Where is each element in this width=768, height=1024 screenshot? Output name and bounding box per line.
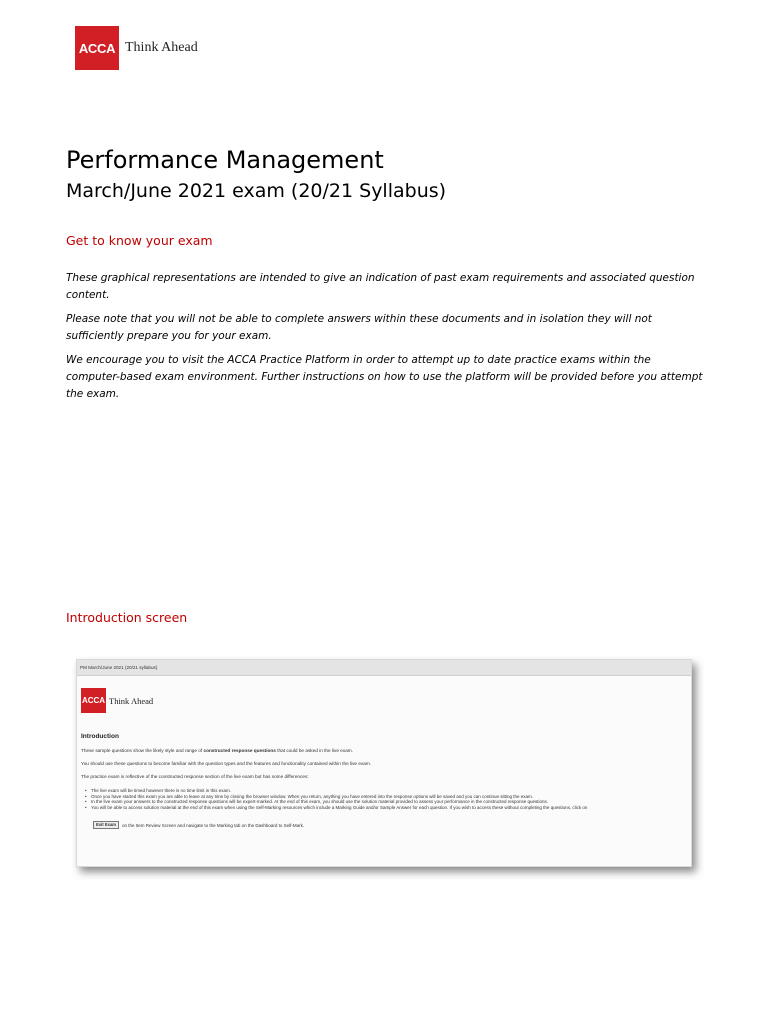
intro-paragraph-3: We encourage you to visit the ACCA Practice Platform in order to attempt up to date practice exams within the computer-based exam environment. Further instructions on how to use the platform will be provided before you attempt the exam. — [66, 354, 703, 400]
list-item: • In the live exam your answers to the constructed response questions will be expert-marked. At the end of this exam, you should use the solution material provided to assess your performance in the constructed response questions. — [91, 799, 587, 805]
intro-paragraph-1: These graphical representations are intended to give an indication of past exam requirements and associated question content. — [66, 272, 695, 301]
screenshot-paragraph-1 — [81, 748, 353, 753]
intro-paragraph-2: Please note that you will not be able to complete answers within these documents and in isolation they will not sufficiently prepare you for your exam. — [66, 313, 652, 342]
screenshot-p1-bold: constructed response questions — [203, 748, 276, 753]
list-item: • Once you have started this exam you are able to leave at any time by closing the browser window. When you return, anything you have entered into the response options will be saved and you can continue sitting the exam. — [91, 794, 587, 800]
list-item: • You will be able to access solution material at the end of this exam when using the Self-Marking resources which include a Marking Guide and/or Sample Answer for each question. If you wish to access these without completing the questions, click on — [91, 805, 587, 811]
section-heading-introduction-screen: Introduction screen — [66, 610, 188, 625]
page-title: Performance Management — [66, 146, 384, 174]
acca-logo-tagline: Think Ahead — [125, 40, 198, 55]
section-heading-know-exam: Get to know your exam — [66, 233, 213, 248]
screenshot-paragraph-2: You should use these questions to become familiar with the question types and the features and functionality contained within the live exam. — [81, 761, 372, 766]
screenshot-differences-list — [91, 788, 587, 811]
exit-exam-button[interactable]: Exit Exam — [93, 821, 119, 829]
introduction-screenshot — [76, 659, 692, 867]
acca-logo-mark: ACCA — [75, 26, 119, 70]
screenshot-logo-tagline: Think Ahead — [109, 695, 154, 706]
screenshot-paragraph-3: The practice exam is reflective of the constructed response section of the live exam but has some differences: — [81, 774, 309, 779]
screenshot-logo-mark: ACCA — [81, 688, 106, 713]
list-item: • The live exam will be timed however there is no time limit in this exam. — [91, 788, 587, 794]
screenshot-title-bar: PM March/June 2021 (20/21 syllabus) — [77, 660, 691, 676]
screenshot-p1-pre: These sample questions show the likely style and range of — [81, 748, 204, 753]
page-subtitle: March/June 2021 exam (20/21 Syllabus) — [66, 180, 447, 202]
screenshot-last-line-text: on the Item Review Screen and navigate to the Marking tab on the Dashboard to Self-Mark. — [122, 822, 305, 828]
screenshot-heading: Introduction — [81, 733, 119, 740]
screenshot-p1-post: that could be asked in the live exam. — [275, 748, 354, 753]
screenshot-last-line — [93, 821, 304, 829]
acca-logo — [75, 26, 198, 70]
screenshot-logo — [81, 688, 153, 713]
